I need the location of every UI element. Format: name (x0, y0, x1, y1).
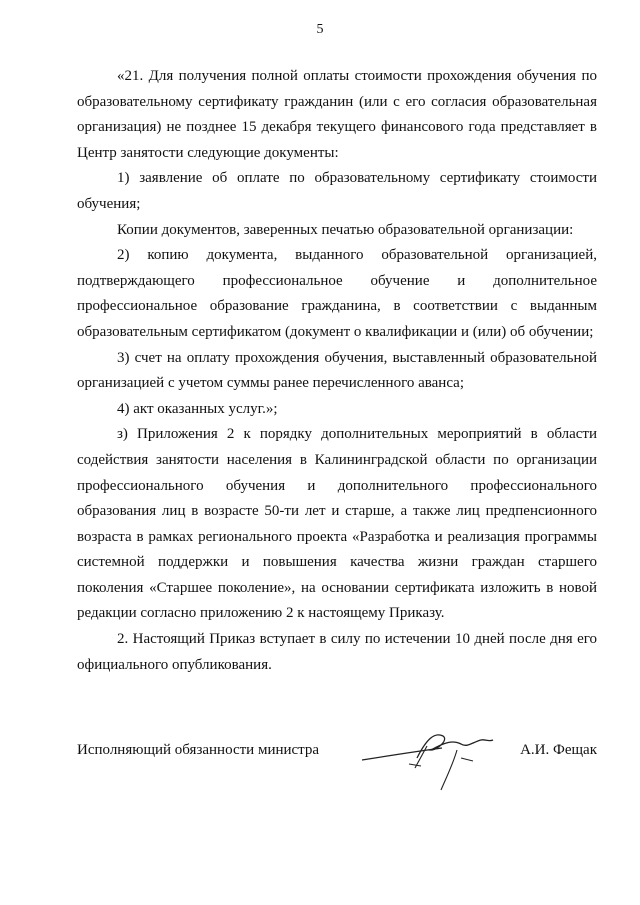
paragraph-item-2: 2) копию документа, выданного образовательной организацией, подтверждающего профессиональное обучение и дополнительное профессиональное образование гражданина, в соответствии с выданным образовательным сертификатом (документ о квалификации и (или) об обучении; (77, 247, 597, 340)
paragraph-clause-2: 2. Настоящий Приказ вступает в силу по истечении 10 дней после дня его официального опубликования. (77, 631, 597, 673)
paragraph-item-3: 3) счет на оплату прохождения обучения, выставленный образовательной организацией с учетом суммы ранее перечисленного аванса; (77, 349, 597, 392)
handwritten-signature (357, 728, 507, 798)
paragraph-clause-21: «21. Для получения полной оплаты стоимости прохождения обучения по образовательному сертификату гражданин (или с его согласия образовательная организация) не позднее 15 декабря текущего финансового года представляет в Центр занятости следующие документы: (77, 68, 597, 161)
paragraph-copies-heading: Копии документов, заверенных печатью образовательной организации: (117, 221, 574, 238)
signatory-title: Исполняющий обязанности министра (77, 742, 320, 758)
paragraph-item-1: 1) заявление об оплате по образовательному сертификату стоимости обучения; (77, 170, 597, 212)
signatory-name: А.И. Фещак (520, 742, 597, 758)
page-number: 5 (316, 22, 324, 37)
signature-block (77, 742, 597, 822)
paragraph-subclause-z: з) Приложения 2 к порядку дополнительных мероприятий в области содействия занятости населения в Калининградской области по организации профессионального обучения и дополнительного профессионального образования лиц в возрасте 50-ти лет и старше, а также лиц предпенсионного возраста в рамках регионального проекта «Разработка и реализация программы системной поддержки и повышения качества жизни граждан старшего поколения «Старшее поколение», на основании сертификата изложить в новой редакции согласно приложению 2 к настоящему Приказу. (77, 426, 597, 622)
document-body (77, 64, 597, 678)
paragraph-item-4: 4) акт оказанных услуг.»; (117, 400, 278, 417)
